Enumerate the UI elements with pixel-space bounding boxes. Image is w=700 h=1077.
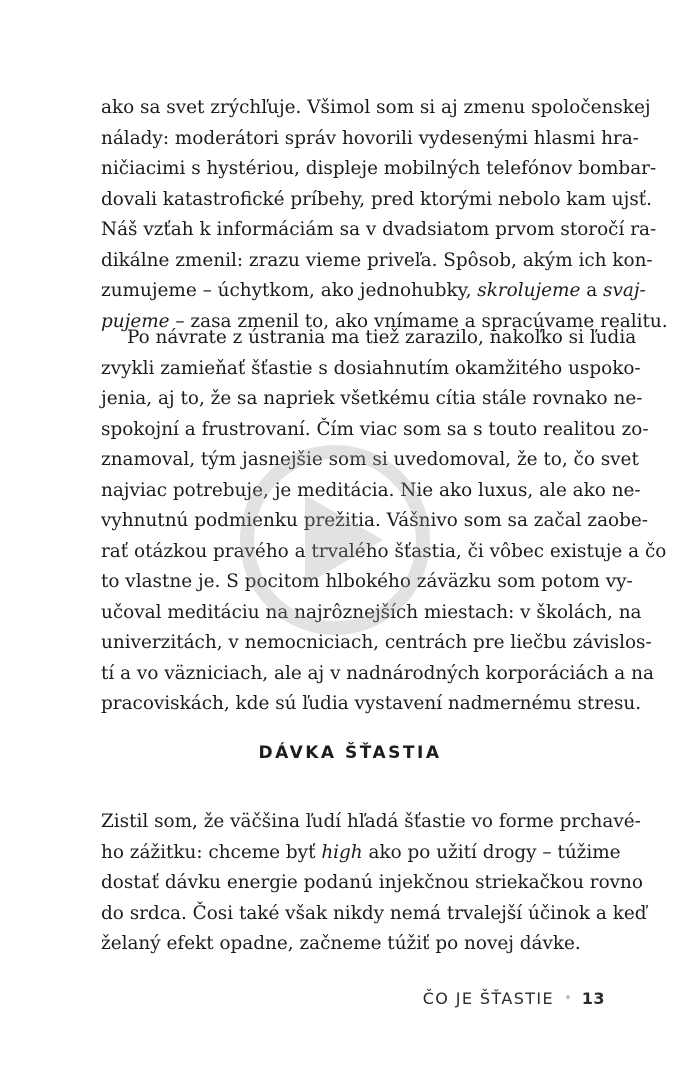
text-line: pracoviskách, kde sú ľudia vystavení nadmernému stresu. [101, 693, 642, 714]
page-footer [423, 989, 605, 1008]
running-title: ČO JE ŠŤASTIE [422, 989, 555, 1008]
text-line: pujeme – zasa zmenil to, ako vnímame a spracúvame realitu. [101, 310, 668, 332]
text-line: univerzitách, v nemocniciach, centrách pre liečbu závislos- [101, 632, 652, 653]
text-line: Náš vzťah k informáciám sa v dvadsiatom prvom storočí ra- [101, 219, 657, 240]
text-line: tí a vo väzniciach, ale aj v nadnárodných korporáciách a na [101, 662, 654, 684]
text-line: najviac potrebuje, je meditácia. Nie ako luxus, ale ako ne- [101, 479, 641, 501]
text-line: jenia, aj to, že sa napriek všetkému cítia stále rovnako ne- [101, 388, 643, 409]
text-line: znamoval, tým jasnejšie som si uvedomoval, že to, čo svet [101, 449, 639, 470]
text-line: želaný efekt opadne, začneme túžiť po novej dávke. [101, 933, 581, 954]
text-line: spokojní a frustrovaní. Čím viac som sa s touto realitou zo- [101, 418, 649, 440]
text-line: učoval meditáciu na najrôznejších miestach: v školách, na [101, 601, 642, 623]
text-line: vyhnutnú podmienku prežitia. Vášnivo som sa začal zaobe- [101, 510, 648, 531]
text-line: do srdca. Čosi také však nikdy nemá trvalejší účinok a keď [101, 902, 647, 924]
text-line: ho zážitku: chceme byť high ako po užití drogy – túžime [101, 841, 621, 863]
page-number: 13 [581, 989, 605, 1008]
separator-dot: • [564, 991, 572, 1006]
text-line: Zistil som, že väčšina ľudí hľadá šťastie vo forme prchavé- [101, 811, 641, 832]
text-line: nálady: moderátori správ hovorili vydesenými hlasmi hra- [101, 127, 639, 149]
text-line: zumujeme – úchytkom, ako jednohubky, skrolujeme a svaj- [101, 280, 646, 301]
text-line: dikálne zmenil: zrazu vieme priveľa. Spôsob, akým ich kon- [101, 249, 653, 271]
text-line: dostať dávku energie podanú injekčnou striekačkou rovno [101, 872, 643, 893]
text-line: rať otázkou pravého a trvalého šťastia, či vôbec existuje a čo [101, 540, 667, 562]
text-line: dovali katastrofické príbehy, pred ktorými nebolo kam ujsť. [101, 188, 652, 210]
text-line: zvykli zamieňať šťastie s dosiahnutím okamžitého uspoko- [101, 357, 641, 379]
section-heading: DÁVKA ŠŤASTIA [258, 743, 442, 763]
text-line: ako sa svet zrýchľuje. Všimol som si aj zmenu spoločenskej [101, 97, 651, 118]
text-line: ničiacimi s hystériou, displeje mobilných telefónov bombar- [101, 158, 657, 179]
text-line: Po návrate z ústrania ma tiež zarazilo, nakoľko si ľudia [127, 327, 637, 348]
text-line: to vlastne je. S pocitom hlbokého záväzku som potom vy- [101, 571, 633, 592]
